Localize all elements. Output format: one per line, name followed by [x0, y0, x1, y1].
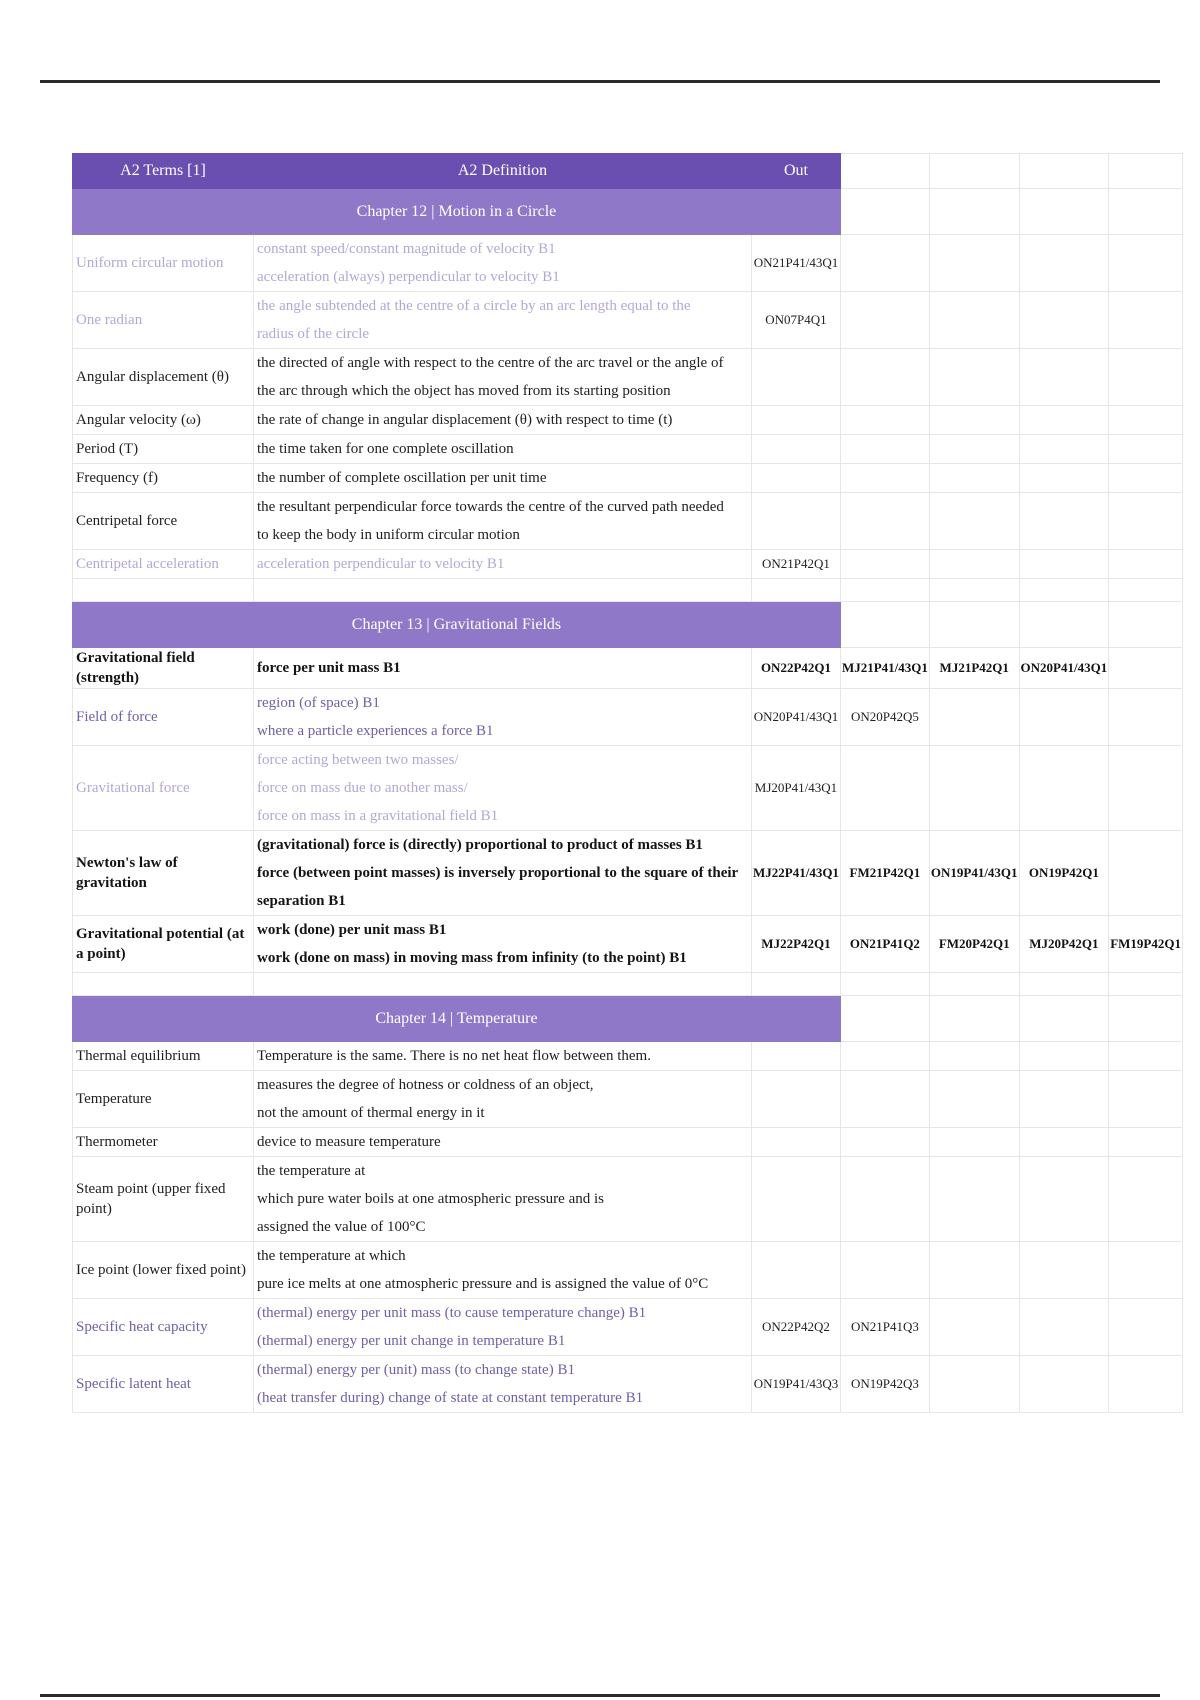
definition-cell: [254, 1071, 752, 1128]
definition-cell: Temperature is the same. There is no net heat flow between them.: [254, 1042, 752, 1071]
definition-line: force (between point masses) is inversely proportional to the square of their separation B1: [257, 865, 738, 909]
table-row: [73, 746, 1183, 831]
definition-cell: [254, 292, 752, 349]
term-cell: Angular displacement (θ): [73, 349, 254, 406]
term-cell: Centripetal acceleration: [73, 550, 254, 579]
term-cell: Centripetal force: [73, 493, 254, 550]
term-cell: Angular velocity (ω): [73, 406, 254, 435]
definition-line: assigned the value of 100°C: [257, 1219, 426, 1235]
definition-line: not the amount of thermal energy in it: [257, 1105, 485, 1121]
chapter-13-band: [73, 602, 1183, 648]
definition-line: region (of space) B1: [257, 695, 380, 711]
paper-code: ON21P41/43Q1: [752, 235, 841, 292]
term-cell: Period (T): [73, 435, 254, 464]
spacer-row: [73, 579, 1183, 602]
paper-code: ON20P42Q5: [840, 689, 929, 746]
definition-cell: the rate of change in angular displacement (θ) with respect to time (t): [254, 406, 752, 435]
paper-code: FM21P42Q1: [840, 831, 929, 916]
definition-line: (thermal) energy per (unit) mass (to change state) B1: [257, 1362, 575, 1378]
table-row: [73, 648, 1183, 689]
definition-cell: the number of complete oscillation per unit time: [254, 464, 752, 493]
paper-code: ON19P42Q1: [1019, 831, 1109, 916]
definition-cell: [254, 689, 752, 746]
table-row: [73, 435, 1183, 464]
definition-line: force acting between two masses/: [257, 752, 459, 768]
definition-line: (thermal) energy per unit change in temperature B1: [257, 1333, 566, 1349]
definition-line: where a particle experiences a force B1: [257, 723, 494, 739]
term-cell: Thermal equilibrium: [73, 1042, 254, 1071]
paper-code: MJ21P41/43Q1: [840, 648, 929, 689]
table-row: [73, 1128, 1183, 1157]
definition-line: the arc through which the object has moved from its starting position: [257, 383, 671, 399]
definition-cell: [254, 831, 752, 916]
col-definition-header: A2 Definition: [254, 154, 752, 189]
paper-code: MJ22P42Q1: [752, 916, 841, 973]
definition-line: (gravitational) force is (directly) proportional to product of masses B1: [257, 837, 703, 853]
definition-line: force on mass due to another mass/: [257, 780, 468, 796]
table-row: [73, 406, 1183, 435]
table-row: [73, 1157, 1183, 1242]
paper-code: MJ22P41/43Q1: [752, 831, 841, 916]
paper-code: ON20P41/43Q1: [1019, 648, 1109, 689]
paper-code: ON19P41/43Q3: [752, 1356, 841, 1413]
paper-code: ON21P41Q3: [840, 1299, 929, 1356]
definition-line: radius of the circle: [257, 326, 370, 342]
definition-cell: force per unit mass B1: [254, 648, 752, 689]
paper-code: MJ20P41/43Q1: [752, 746, 841, 831]
table-row: [73, 916, 1183, 973]
header-rule: [40, 80, 1160, 83]
table-row: [73, 292, 1183, 349]
definition-cell: [254, 235, 752, 292]
definition-line: which pure water boils at one atmospheric pressure and is: [257, 1191, 604, 1207]
paper-code: ON07P4Q1: [752, 292, 841, 349]
term-cell: Frequency (f): [73, 464, 254, 493]
term-cell: Gravitational field (strength): [73, 648, 254, 689]
paper-code: ON19P41/43Q1: [929, 831, 1019, 916]
paper-code: ON22P42Q1: [752, 648, 841, 689]
definitions-table: [72, 153, 1183, 1413]
col-out-header: Out: [752, 154, 841, 189]
definition-line: the temperature at which: [257, 1248, 406, 1264]
definition-line: force on mass in a gravitational field B1: [257, 808, 499, 824]
table-row: [73, 349, 1183, 406]
table-row: [73, 464, 1183, 493]
term-cell: Steam point (upper fixed point): [73, 1157, 254, 1242]
paper-code: ON19P42Q3: [840, 1356, 929, 1413]
definition-line: pure ice melts at one atmospheric pressure and is assigned the value of 0°C: [257, 1276, 709, 1292]
term-cell: Field of force: [73, 689, 254, 746]
paper-code: FM20P42Q1: [929, 916, 1019, 973]
definition-line: (heat transfer during) change of state at constant temperature B1: [257, 1390, 644, 1406]
table-row: [73, 1071, 1183, 1128]
definition-line: constant speed/constant magnitude of velocity B1: [257, 241, 556, 257]
term-cell: Uniform circular motion: [73, 235, 254, 292]
paper-code: ON22P42Q2: [752, 1299, 841, 1356]
definition-line: measures the degree of hotness or coldness of an object,: [257, 1077, 594, 1093]
definition-cell: [254, 746, 752, 831]
chapter-title: Chapter 13 | Gravitational Fields: [73, 602, 841, 648]
term-cell: Specific latent heat: [73, 1356, 254, 1413]
term-cell: One radian: [73, 292, 254, 349]
definition-cell: [254, 493, 752, 550]
table-row: [73, 1242, 1183, 1299]
term-cell: Thermometer: [73, 1128, 254, 1157]
definition-line: work (done on mass) in moving mass from infinity (to the point) B1: [257, 950, 687, 966]
table-row: [73, 493, 1183, 550]
definition-cell: [254, 1356, 752, 1413]
column-header-row: [73, 154, 1183, 189]
paper-code: MJ21P42Q1: [929, 648, 1019, 689]
definition-cell: the time taken for one complete oscillation: [254, 435, 752, 464]
table-row: [73, 1299, 1183, 1356]
definition-line: the directed of angle with respect to the centre of the arc travel or the angle of: [257, 355, 724, 371]
paper-code: ON21P42Q1: [752, 550, 841, 579]
definition-line: the angle subtended at the centre of a circle by an arc length equal to the: [257, 298, 691, 314]
chapter-12-band: [73, 189, 1183, 235]
definition-cell: [254, 1157, 752, 1242]
definition-line: to keep the body in uniform circular motion: [257, 527, 520, 543]
table-row: [73, 689, 1183, 746]
term-cell: Gravitational force: [73, 746, 254, 831]
definition-line: acceleration (always) perpendicular to velocity B1: [257, 269, 560, 285]
term-cell: Specific heat capacity: [73, 1299, 254, 1356]
paper-code: MJ20P42Q1: [1019, 916, 1109, 973]
table-row: [73, 831, 1183, 916]
table-row: [73, 1042, 1183, 1071]
definition-line: (thermal) energy per unit mass (to cause temperature change) B1: [257, 1305, 647, 1321]
chapter-14-band: [73, 996, 1183, 1042]
definition-cell: device to measure temperature: [254, 1128, 752, 1157]
definition-cell: [254, 1299, 752, 1356]
definition-cell: [254, 349, 752, 406]
col-terms-header: A2 Terms [1]: [73, 154, 254, 189]
definition-cell: acceleration perpendicular to velocity B1: [254, 550, 752, 579]
table-row: [73, 1356, 1183, 1413]
paper-code: FM19P42Q1: [1109, 916, 1183, 973]
chapter-title: Chapter 12 | Motion in a Circle: [73, 189, 841, 235]
term-cell: Ice point (lower fixed point): [73, 1242, 254, 1299]
paper-code: ON20P41/43Q1: [752, 689, 841, 746]
spacer-row: [73, 973, 1183, 996]
term-cell: Gravitational potential (at a point): [73, 916, 254, 973]
table-row: [73, 550, 1183, 579]
definition-line: the resultant perpendicular force towards the centre of the curved path needed: [257, 499, 724, 515]
paper-code: ON21P41Q2: [840, 916, 929, 973]
definition-line: work (done) per unit mass B1: [257, 922, 447, 938]
table-row: [73, 235, 1183, 292]
chapter-title: Chapter 14 | Temperature: [73, 996, 841, 1042]
term-cell: Temperature: [73, 1071, 254, 1128]
definition-cell: [254, 1242, 752, 1299]
definition-line: the temperature at: [257, 1163, 366, 1179]
footer-rule: [40, 1694, 1160, 1697]
term-cell: Newton's law of gravitation: [73, 831, 254, 916]
definition-cell: [254, 916, 752, 973]
